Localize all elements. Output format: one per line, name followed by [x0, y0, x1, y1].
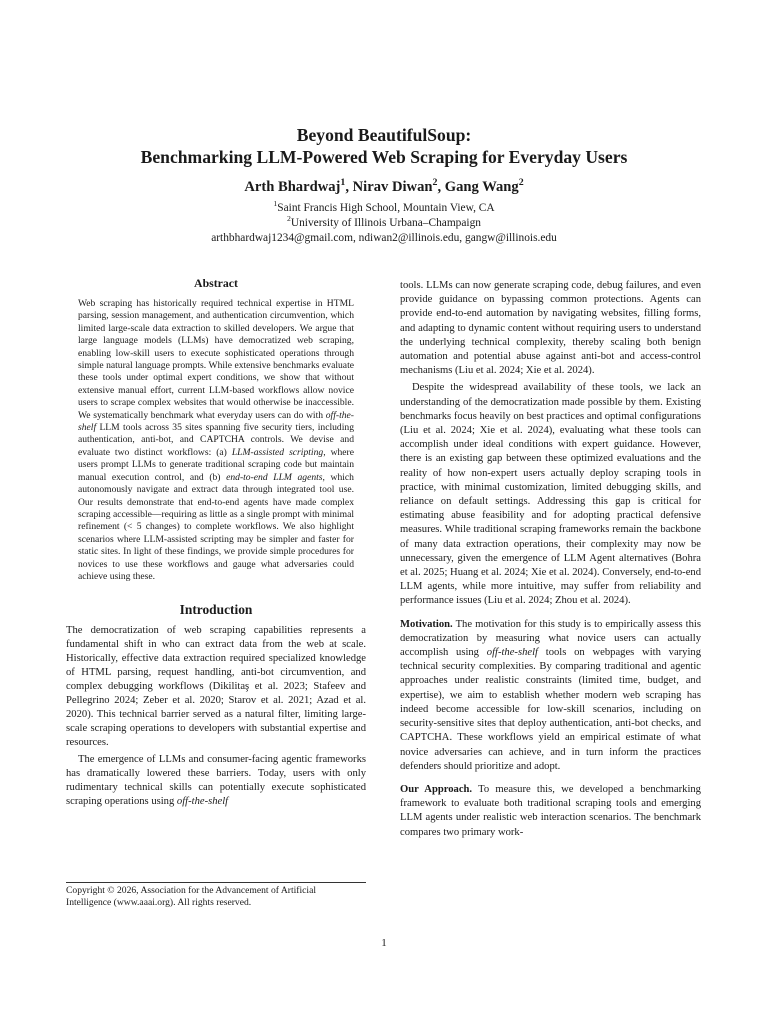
author-name: Nirav Diwan [352, 179, 433, 195]
title-line-2: Benchmarking LLM-Powered Web Scraping for Everyday Users [140, 147, 628, 167]
paper-title [0, 124, 768, 168]
affiliation-text: Saint Francis High School, Mountain View, CA [277, 202, 495, 214]
approach-paragraph [400, 783, 701, 840]
affiliation-line [0, 216, 768, 231]
abstract-body [66, 298, 366, 583]
approach-text: To measure this, we developed a benchmarking framework to evaluate both traditional scraping tools and emerging LLM agents under realistic web interaction scenarios. The benchmark compares two primary work- [400, 783, 701, 838]
right-column [400, 279, 701, 843]
abstract-emphasis: off-the-shelf [78, 409, 354, 434]
motivation-heading: Motivation. [400, 618, 453, 630]
abstract-text: , where users prompt LLMs to generate traditional scraping code but maintain manual execution control, and (b) [78, 446, 355, 483]
introduction-heading: Introduction [179, 602, 253, 618]
abstract-text: , which autonomously navigate and extract data through integrated tool use. Our results demonstrate that end-to-end agents have made complex scraping accessible—requiring as little as a single prompt with minimal refinement (< 5 changes) to complete workflows. We also highlight scenarios where LLM-assisted scripting may be simpler and faster for static sites. In light of these findings, we provide simple procedures for novices to use these workflows and gauge what adversaries could achieve using these. [78, 471, 354, 582]
author-name: Arth Bhardwaj [244, 179, 341, 195]
copyright-footnote [66, 882, 366, 910]
author-affil-mark: 2 [518, 177, 524, 189]
motivation-paragraph [400, 618, 701, 774]
author-affil-mark: 1 [340, 177, 346, 189]
left-column [66, 276, 366, 812]
abstract-emphasis: end-to-end LLM agents [226, 471, 323, 483]
motivation-text: tools on webpages with varying technical security complexities. By comparing traditional and agentic approaches under realistic constraints (limited time, budget, and expertise), we aim to establish whether modern web scraping has indeed become accessible for low-skill scenarios, including on security-sensitive sites that deploy authentication, anti-bot checks, and CAPTCHA. These workflows yield an empirical estimate of what novice adversaries can achieve, and in turn inform the practices defenders should prioritize and adopt. [400, 647, 702, 772]
intro-paragraph-1: The democratization of web scraping capabilities represents a fundamental shift in who can extract data from the web at scale. Historically, effective data extraction required specialized knowledge of HTML parsing, request handling, anti-bot circumvention, and complex debugging workflows (Dikilitaş et al. 2023; Stafeev and Pellegrino 2024; Zeber et al. 2020; Starov et al. 2021; Azad et al. 2020). This technical barrier served as a natural filter, limiting large-scale scraping operations to developers with substantial expertise and resources. [66, 625, 366, 749]
abstract-text: LLM tools across 35 sites spanning five security tiers, including authentication, anti-bot, and CAPTCHA controls. We devise and evaluate two distinct workflows: (a) [78, 422, 354, 458]
affiliation-text: University of Illinois Urbana–Champaign [290, 217, 481, 229]
footnote-line-1: Copyright © 2026, Association for the Advancement of Artificial [66, 885, 317, 896]
footnote-line-2: Intelligence (www.aaai.org). All rights reserved. [66, 897, 252, 909]
affil-mark: 1 [273, 199, 278, 209]
abstract-heading: Abstract [194, 276, 238, 290]
motivation-text: The motivation for this study is to empirically assess this democratization by measuring what novice users can actually accomplish using [400, 618, 701, 659]
abstract-text: Web scraping has historically required technical expertise in HTML parsing, session management, and authentication circumvention, which limited large-scale data extraction to skilled developers. We argue that large language models (LLMs) have democratized web scraping, enabling low-skill users to execute sophisticated operations through simple natural language prompts. While extensive benchmarks evaluate these tools under optimal expert conditions, we show that without extensive manual effort, current LLM-based workflows allow novice users to scrape complex websites that would otherwise be inaccessible. We systematically benchmark what everyday users can do with [78, 298, 354, 421]
approach-heading: Our Approach. [400, 783, 473, 795]
affiliation-line [0, 201, 768, 216]
author-emails: arthbhardwaj1234@gmail.com, ndiwan2@illinois.edu, gangw@illinois.edu [211, 232, 557, 244]
author-list: Arth Bhardwaj$^1$, Nirav Diwan$^2$, Gang Wang$^2$ [244, 177, 524, 195]
intro-paragraph-2-continued: tools. LLMs can now generate scraping code, debug failures, and even provide guidance on bypassing common protections. Agents can provide end-to-end automation by navigating websites, filling forms, and adapting to dynamic content without requiring users to understand the underlying technical complexity, thereby scaling both benign automation and potential abuse against anti-bot and access-control mechanisms (Liu et al. 2024; Xie et al. 2024). [400, 280, 701, 377]
author-name: Gang Wang [444, 179, 519, 195]
abstract-emphasis: LLM-assisted scripting [231, 446, 324, 458]
page-number: 1 [381, 937, 387, 949]
motivation-emphasis: off-the-shelf [486, 647, 538, 659]
affil-mark: 2 [286, 214, 291, 224]
title-line-1: Beyond BeautifulSoup: [296, 125, 472, 145]
affiliations [0, 201, 768, 246]
intro-emphasis: off-the-shelf [176, 796, 229, 808]
intro-paragraph-2 [66, 753, 366, 809]
author-affil-mark: 2 [432, 177, 438, 189]
intro-paragraph-3: Despite the widespread availability of these tools, we lack an understanding of the democratization made possible by them. Existing benchmarks focus heavily on best practices and optimal configurations (Liu et al. 2024; Xie et al. 2024), evaluating what these tools can accomplish under ideal conditions with expert guidance. However, there is an existing gap between these optimized evaluations and the reality of how non-expert users actually deploy scraping tools in practice, with minimal customization, limited debugging skills, and reliance on default settings. Addressing this gap is critical for estimating abuse feasibility and for adopting practical defensive measures. While traditional scraping frameworks remain the backbone of many data extraction operations, their complexity may now be unnecessary, given the emergence of LLM Agent alternatives (Bohra et al. 2025; Huang et al. 2024; Xie et al. 2024). Conversely, end-to-end LLM agents, while more intuitive, may suffer from reliability and performance issues (Liu et al. 2024; Zhou et al. 2024). [400, 382, 701, 607]
intro-text: The emergence of LLMs and consumer-facing agentic frameworks has dramatically lowered these barriers. Today, users with only rudimentary technical skills can potentially execute sophisticated scraping operations using [66, 754, 366, 808]
